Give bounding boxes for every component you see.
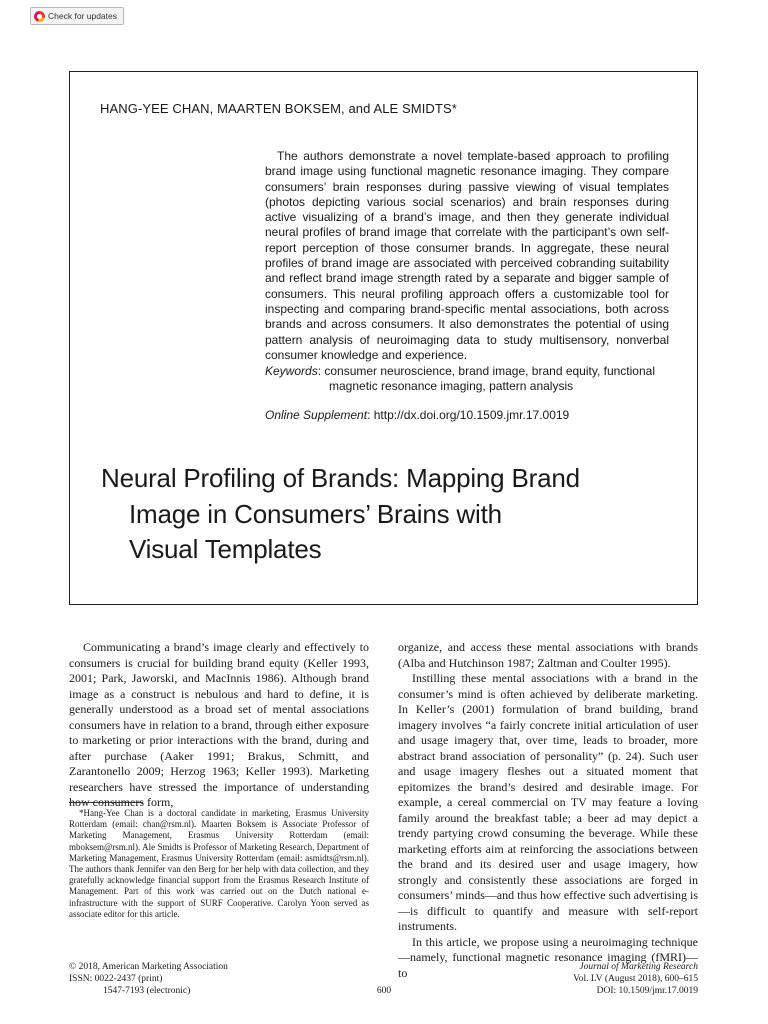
right-column bbox=[398, 640, 698, 981]
journal-name: Journal of Marketing Research bbox=[579, 962, 698, 972]
author-list: HANG-YEE CHAN, MAARTEN BOKSEM, and ALE SMIDTS* bbox=[100, 101, 457, 116]
crossmark-icon bbox=[34, 11, 45, 22]
doi[interactable]: DOI: 10.1509/jmr.17.0019 bbox=[596, 986, 698, 997]
article-title-line-1: Neural Profiling of Brands: Mapping Brand bbox=[101, 463, 580, 493]
keywords: Keywords: consumer neuroscience, brand image, brand equity, functional magnetic resonance imaging, pattern analysis bbox=[265, 364, 655, 394]
issn-electronic: 1547-7193 (electronic) bbox=[103, 986, 191, 997]
issn-print: ISSN: 0022-2437 (print) bbox=[69, 974, 163, 985]
online-supplement-link[interactable]: http://dx.doi.org/10.1509.jmr.17.0019 bbox=[373, 408, 570, 422]
volume-info: Vol. LV (August 2018), 600–615 bbox=[573, 974, 698, 985]
page-number: 600 bbox=[376, 986, 392, 996]
check-for-updates-label: Check for updates bbox=[48, 11, 117, 21]
body-paragraph: Instilling these mental associations with a brand in the consumer’s mind is often achieved by deliberate marketing. In Keller’s (2001) formulation of brand building, brand imagery involves “a fairly concrete initial articulation of user and usage imagery that, over time, leads to broader, more abstract brand association of personality” (p. 24). Such user and usage imagery fleshes out a situated moment that epitomizes the brand’s desired and desirable image. For example, a cereal commercial on TV may feature a loving family around the breakfast table; a beer ad may depict a trendy partying crowd consuming the beverage. While these marketing efforts aim at reinforcing the associations between the brand and its desired user and usage imagery, how strongly and consistently these associations are forged in consumers’ minds—and thus how effective such advertising is—is difficult to quantify and measure with self-report instruments. bbox=[398, 671, 698, 933]
left-column bbox=[69, 640, 369, 811]
article-title-line-2: Image in Consumers’ Brains with bbox=[129, 498, 502, 529]
online-supplement-label: Online Supplement bbox=[265, 408, 368, 422]
copyright: © 2018, American Marketing Association bbox=[69, 962, 228, 972]
article-title-line-3: Visual Templates bbox=[129, 534, 322, 564]
footer-left bbox=[69, 961, 299, 998]
footnote-rule bbox=[69, 802, 143, 803]
keywords-label: Keywords bbox=[265, 364, 318, 378]
keywords-text: consumer neuroscience, brand image, brand equity, functional magnetic resonance imaging, pattern analysis bbox=[324, 364, 655, 394]
body-paragraph: organize, and access these mental associations with brands (Alba and Hutchinson 1987; Zaltman and Coulter 1995). bbox=[398, 640, 698, 670]
online-supplement: Online Supplement: http://dx.doi.org/10.1509.jmr.17.0019 bbox=[265, 408, 570, 422]
body-paragraph: In this article, we propose using a neuroimaging technique—namely, functional magnetic resonance imaging (fMRI)—to bbox=[398, 934, 698, 980]
footer-right bbox=[468, 961, 698, 998]
body-paragraph: Communicating a brand’s image clearly and effectively to consumers is crucial for building brand equity (Keller 1993, 2001; Park, Jaworski, and MacInnis 1986). Although brand image as a construct is nebulous and hard to define, it is generally understood as a broad set of mental associations consumers have in relation to a brand, through either exposure to marketing or prior interactions with the brand, during and after purchase (Aaker 1991; Brakus, Schmitt, and Zarantonello 2009; Herzog 1963; Keller 1993). Marketing researchers have stressed the importance of understanding how consumers form, bbox=[69, 640, 369, 809]
article-title bbox=[101, 461, 681, 568]
abstract: The authors demonstrate a novel template-based approach to profiling brand image using functional magnetic resonance imaging. They compare consumers’ brain responses during passive viewing of visual templates (photos depicting various social scenarios) and brain responses during active visualizing of a brand’s image, and then they generate individual neural profiles of brand image that correlate with the participant’s own self-report perception of those consumer brands. In aggregate, these neural profiles of brand image are associated with perceived cobranding suitability and reflect brand image strength rated by a separate and bigger sample of consumers. This neural profiling approach offers a customizable tool for inspecting and comparing brand-specific mental associations, both across brands and across consumers. It also demonstrates the potential of using pattern analysis of neuroimaging data to study multisensory, nonverbal consumer knowledge and experience. bbox=[265, 149, 669, 362]
check-for-updates-button[interactable] bbox=[30, 7, 124, 25]
author-footnote: *Hang-Yee Chan is a doctoral candidate in marketing, Erasmus University Rotterdam (email: chan@rsm.nl). Maarten Boksem is Associate Professor of Marketing Management, Erasmus University Rotterdam (email: mboksem@rsm.nl). Ale Smidts is Professor of Marketing Research, Department of Marketing Management, Erasmus University Rotterdam (email: asmidts@rsm.nl). The authors thank Jennifer van den Berg for her help with data collection, and they gratefully acknowledge financial support from the Erasmus Research Institute of Management. Part of this work was carried out on the Dutch national e-infrastructure with the support of SURF Cooperative. Carolyn Yoon served as associate editor for this article. bbox=[69, 808, 369, 919]
